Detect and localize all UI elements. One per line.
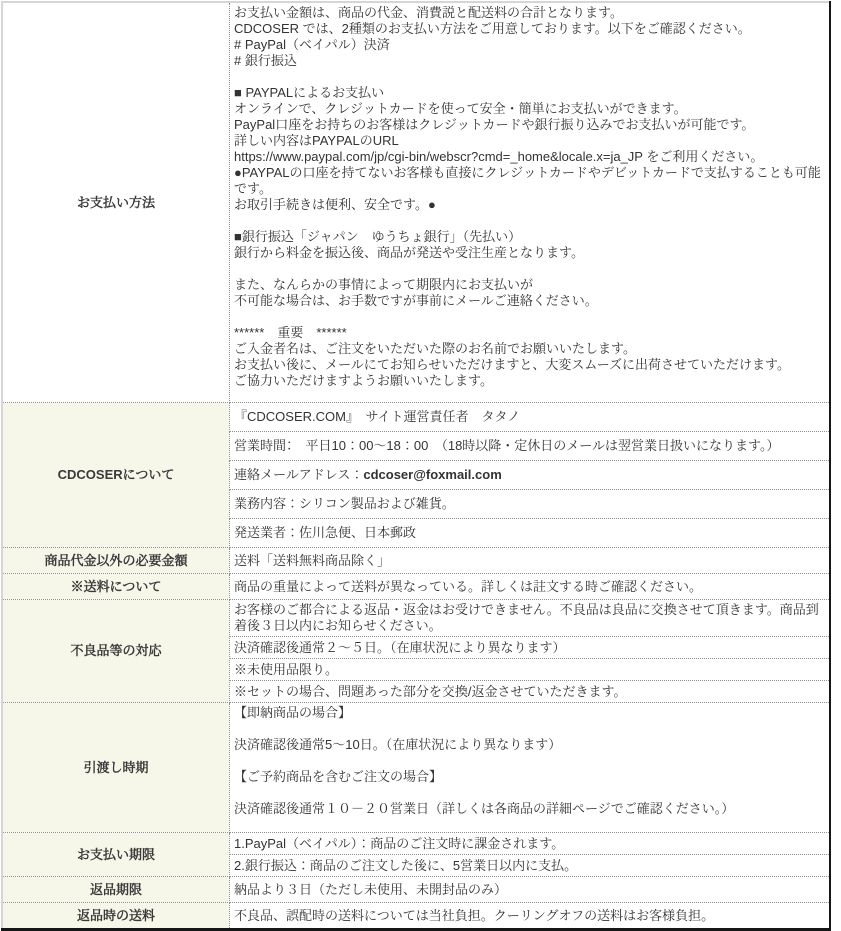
shop-info-table [1, 1, 831, 931]
payment-deadline-paypal: 1.PayPal（ベイパル）：商品のご注文時に課金されます。 [230, 833, 831, 855]
extra-fee-content: 送料「送料無料商品除く」 [230, 548, 831, 574]
contact-label: 連絡メールアドレス： [234, 467, 364, 482]
table-row [2, 600, 830, 637]
return-period-content: 納品より３日（ただし未使用、未開封品のみ） [230, 877, 831, 903]
defective-policy: お客様のご都合による返品・返金はお受けできません。不良品は良品に交換させて頂きます。商品到着後３日以内にお知らせください。 [230, 600, 831, 637]
table-row [2, 833, 830, 855]
row-label-delivery-time: 引渡し時期 [2, 703, 230, 833]
table-row [2, 403, 830, 432]
table-row [2, 877, 830, 903]
about-shipping-carriers: 発送業者：佐川急便、日本郵政 [230, 519, 831, 548]
table-row [2, 574, 830, 600]
row-label-defective-items: 不良品等の対応 [2, 600, 230, 703]
row-label-payment-deadline: お支払い期限 [2, 833, 230, 877]
row-label-about-shop: CDCOSERについて [2, 403, 230, 548]
row-label-extra-fee: 商品代金以外の必要金額 [2, 548, 230, 574]
defective-set-note: ※セットの場合、問題あった部分を交換/返金させていただきます。 [230, 681, 831, 703]
return-shipping-content: 不良品、誤配時の送料については当社負担。クーリングオフの送料はお客様負担。 [230, 903, 831, 930]
table-row [2, 2, 830, 403]
row-label-payment-method: お支払い方法 [2, 2, 230, 403]
row-label-return-period: 返品期限 [2, 877, 230, 903]
about-site-manager: 『CDCOSER.COM』 サイト運営責任者 タタノ [230, 403, 831, 432]
table-row [2, 703, 830, 833]
defective-unused-only: ※未使用品限り。 [230, 659, 831, 681]
payment-method-content: お支払い金額は、商品の代金、消費説と配送料の合計となります。 CDCOSER では、2種類のお支払い方法をご用意しております。以下をご確認ください。 # PayPal（ベイパル）決済 # 銀行振込 ■ PAYPALによるお支払い オンラインで、クレジットカードを使って安全・簡単にお支払いができます。 PayPal口座をお持ちのお客様はクレジットカードや銀行振り込みでお支払いが可能です。 詳しい内容はPAYPALのURL https://www.paypal.com/jp/cgi-bin/webscr?cmd=_home&locale.x=ja_JP をご利用ください。 ●PAYPALの口座を持てないお客様も直接にクレジットカードやデビットカードで支払することも可能です。 お取引手続きは便利、安全です。● ■銀行振込「ジャパン ゆうちょ銀行」（先払い） 銀行から料金を振込後、商品が発送や受注生産となります。 また、なんらかの事情によって期限内にお支払いが 不可能な場合は、お手数ですが事前にメールご連絡ください。 ****** 重要 ****** ご入金者名は、ご注文をいただいた際のお名前でお願いいたします。 お支払い後に、メールにてお知らせいただけますと、大変スムーズに出荷させていただけます。 ご協力いただけますようお願いいたします。 [230, 2, 831, 403]
delivery-time-content: 【即納商品の場合】 決済確認後通常5～10日。（在庫状況により異なります） 【ご予約商品を含むご注文の場合】 決済確認後通常１０－２０営業日（詳しくは各商品の詳細ページでご確認ください。） [230, 703, 831, 833]
row-label-shipping-note: ※送料について [2, 574, 230, 600]
about-business-description: 業務内容：シリコン製品および雑貨。 [230, 490, 831, 519]
table-row [2, 548, 830, 574]
about-contact [230, 461, 831, 490]
table-row [2, 903, 830, 930]
contact-email: cdcoser@foxmail.com [363, 467, 502, 482]
shipping-note-content: 商品の重量によって送料が異なっている。詳しくは註文する時ご確認ください。 [230, 574, 831, 600]
row-label-return-shipping: 返品時の送料 [2, 903, 230, 930]
payment-deadline-bank: 2.銀行振込：商品のご注文した後に、5営業日以内に支払。 [230, 855, 831, 877]
about-business-hours: 営業時間： 平日10：00～18：00 （18時以降・定休日のメールは翌営業日扱いになります。） [230, 432, 831, 461]
defective-turnaround: 決済確認後通常２～５日。（在庫状況により異なります） [230, 637, 831, 659]
